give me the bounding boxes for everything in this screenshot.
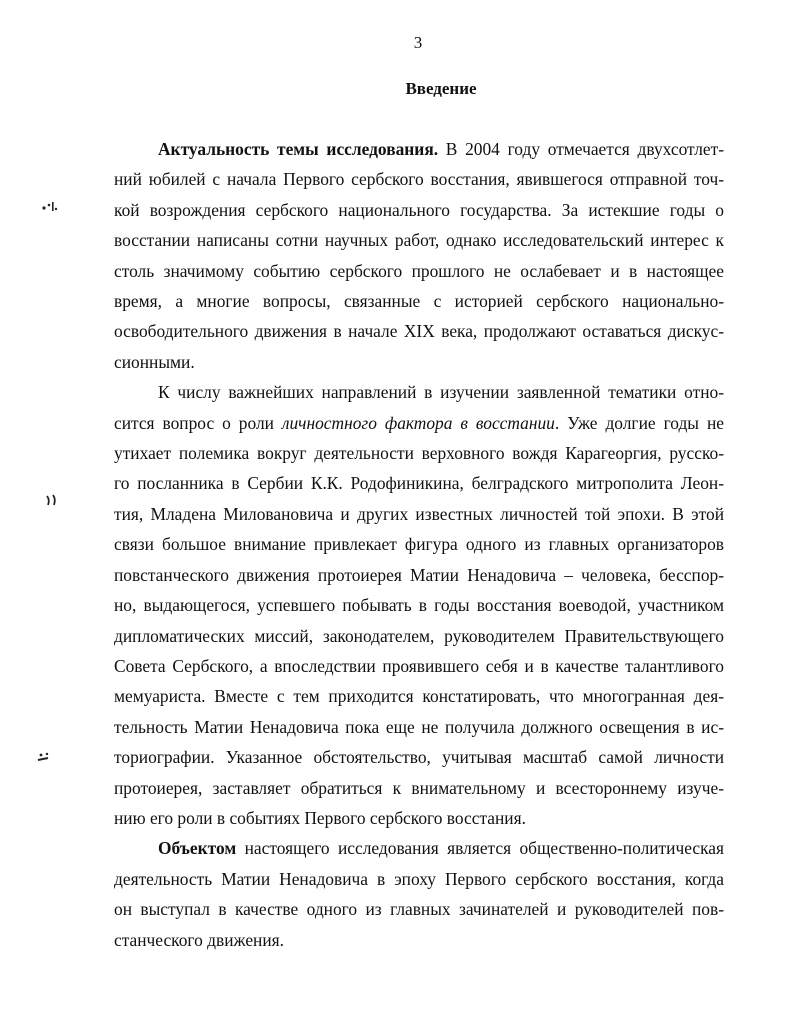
line-text: деятельность Матии Ненадовича в эпоху Первого сербского восстания, когда xyxy=(114,868,724,889)
line-text: ториографии. Указанное обстоятельство, учитывая масштаб самой личности xyxy=(114,747,724,768)
line-text: станческого движения. xyxy=(114,929,285,950)
text-line xyxy=(114,925,724,955)
line-text: В 2004 году отмечается двухсотлет- xyxy=(438,139,724,159)
line-text: повстанческого движения протоиерея Матии Ненадовича – человека, бесспор- xyxy=(114,564,724,585)
text-line xyxy=(114,195,724,225)
paragraph xyxy=(114,377,724,833)
line-text: ний юбилей с начала Первого сербского восстания, явившегося отправной точ- xyxy=(114,169,724,190)
text-line xyxy=(114,803,724,833)
text-line xyxy=(114,651,724,681)
line-text: сится вопрос о роли xyxy=(114,412,282,433)
text-line xyxy=(114,286,724,316)
text-line xyxy=(114,499,724,529)
text-line xyxy=(114,256,724,286)
line-text: настоящего исследования является общественно-политическая xyxy=(236,838,724,859)
text-line xyxy=(114,590,724,620)
paragraph xyxy=(114,134,724,377)
line-text: он выступал в качестве одного из главных зачинателей и руководителей пов- xyxy=(114,899,724,920)
text-line xyxy=(114,347,724,377)
line-text: тия, Младена Миловановича и других известных личностей той эпохи. В этой xyxy=(114,503,724,524)
margin-mark xyxy=(40,200,60,219)
scan-speck-icon xyxy=(36,750,52,764)
line-text: столь значимому событию сербского прошлого не ослабевает и в настоящее xyxy=(114,260,724,281)
text-line xyxy=(114,134,724,164)
scan-speck-icon xyxy=(40,200,60,214)
section-heading: Введение xyxy=(405,79,477,98)
line-text: го посланника в Сербии К.К. Родофиникина, белградского митрополита Леон- xyxy=(114,473,724,494)
line-text: освободительного движения в начале XIX века, продолжают оставаться дискус- xyxy=(114,321,724,342)
line-text: но, выдающегося, успевшего побывать в годы восстания воеводой, участником xyxy=(114,595,724,616)
text-line xyxy=(114,468,724,498)
paragraph xyxy=(114,833,724,955)
text-line xyxy=(114,529,724,559)
text-line xyxy=(114,894,724,924)
text-line xyxy=(114,712,724,742)
text-line xyxy=(114,773,724,803)
line-text: протоиерея, заставляет обратиться к внимательному и всестороннему изуче- xyxy=(114,777,724,798)
text-line xyxy=(114,742,724,772)
bold-term: Объектом xyxy=(158,838,237,859)
text-line xyxy=(114,864,724,894)
text-line xyxy=(114,560,724,590)
text-line xyxy=(114,408,724,438)
text-line xyxy=(114,164,724,194)
text-line xyxy=(114,621,724,651)
line-text: кой возрождения сербского национального государства. За истекшие годы о xyxy=(114,199,724,220)
text-line xyxy=(114,833,724,863)
line-text: восстании написаны сотни научных работ, однако исследовательский интерес к xyxy=(114,230,724,251)
line-text: тельность Матии Ненадовича пока еще не получила должного освещения в ис- xyxy=(114,716,724,737)
document-body xyxy=(114,134,724,955)
line-text: Совета Сербского, а впоследствии проявившего себя и в качестве талантливого xyxy=(114,655,724,676)
line-text: время, а многие вопросы, связанные с историей сербского национально- xyxy=(114,291,724,312)
page-number: 3 xyxy=(413,33,423,52)
line-text: нию его роли в событиях Первого сербского восстания. xyxy=(114,807,526,828)
text-line xyxy=(114,316,724,346)
bold-term: Актуальность темы исследования. xyxy=(158,139,439,159)
line-text: утихает полемика вокруг деятельности верховного вождя Карагеоргия, русско- xyxy=(114,443,724,464)
line-text: сионными. xyxy=(114,351,195,372)
margin-mark xyxy=(36,750,52,769)
line-text: мемуариста. Вместе с тем приходится констатировать, что многогранная дея- xyxy=(114,686,724,707)
margin-mark xyxy=(44,493,60,514)
text-line xyxy=(114,225,724,255)
text-line xyxy=(114,377,724,407)
text-line xyxy=(114,681,724,711)
line-text: К числу важнейших направлений в изучении заявленной тематики отно- xyxy=(158,382,724,403)
line-text: дипломатических миссий, законодателем, руководителем Правительствующего xyxy=(114,625,724,646)
italic-phrase: личностного фактора в восстании xyxy=(281,412,555,433)
text-line xyxy=(114,438,724,468)
line-text: связи большое внимание привлекает фигура одного из главных организаторов xyxy=(114,534,724,555)
scan-speck-icon xyxy=(44,493,60,509)
line-text: . Уже долгие годы не xyxy=(554,412,724,433)
